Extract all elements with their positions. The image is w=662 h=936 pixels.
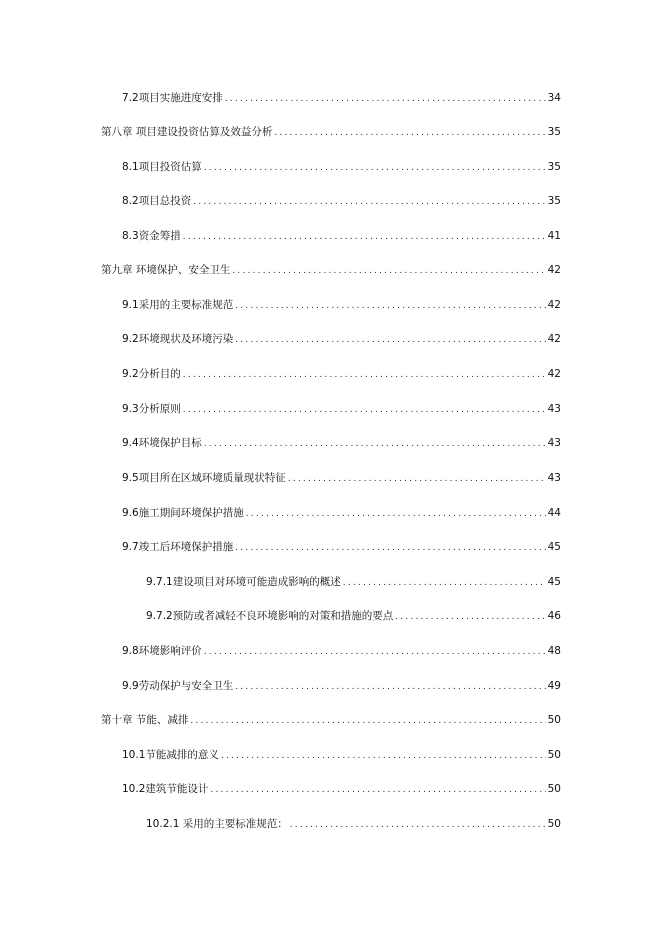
toc-entry-title: 第十章 节能、减排 [101,714,189,726]
toc-entry-title: 9.6施工期间环境保护措施 [122,507,244,519]
toc-dot-leader [210,781,545,799]
toc-entry-title: 9.2环境现状及环境污染 [122,333,234,345]
toc-entry-title: 8.2项目总投资 [122,195,192,207]
toc-entry-title: 9.8环境影响评价 [122,645,202,657]
toc-entry[interactable] [122,192,561,210]
toc-entry-page: 35 [547,161,561,173]
toc-entry[interactable] [101,711,561,729]
toc-dot-leader [246,505,546,523]
toc-entry-page: 45 [547,541,561,553]
toc-dot-leader [235,331,545,349]
toc-dot-leader [183,366,546,384]
toc-entry[interactable] [122,642,561,660]
toc-entry-page: 44 [547,507,561,519]
toc-entry[interactable] [122,296,561,314]
toc-entry[interactable] [146,607,561,625]
toc-entry-page: 35 [547,195,561,207]
toc-entry[interactable] [122,538,561,556]
toc-entry[interactable] [122,365,561,383]
toc-entry-page: 42 [547,333,561,345]
toc-entry-title: 9.5项目所在区域环境质量现状特征 [122,472,286,484]
toc-entry-title: 7.2项目实施进度安排 [122,92,223,104]
toc-entry-page: 48 [547,645,561,657]
toc-entry[interactable] [122,330,561,348]
toc-entry[interactable] [122,469,561,487]
toc-entry-page: 50 [547,714,561,726]
toc-entry[interactable] [122,677,561,695]
toc-entry-title: 10.1节能减排的意义 [122,749,219,761]
toc-dot-leader [235,539,545,557]
toc-entry-title: 8.1项目投资估算 [122,161,202,173]
toc-entry-title: 第八章 项目建设投资估算及效益分析 [101,126,273,138]
toc-entry-title: 第九章 环境保护、安全卫生 [101,264,231,276]
toc-entry[interactable] [122,89,561,107]
toc-entry-page: 43 [547,403,561,415]
toc-entry[interactable] [101,261,561,279]
toc-entry[interactable] [146,815,561,833]
toc-entry[interactable] [122,227,561,245]
toc-entry-title: 9.3分析原则 [122,403,181,415]
toc-dot-leader [204,643,546,661]
toc-entry-title: 10.2建筑节能设计 [122,783,209,795]
toc-entry[interactable] [122,746,561,764]
toc-dot-leader [235,678,545,696]
toc-entry-title: 8.3资金筹措 [122,230,181,242]
toc-entry-page: 43 [547,472,561,484]
toc-dot-leader [274,124,545,142]
toc-entry-title: 9.7竣工后环境保护措施 [122,541,234,553]
toc-entry-page: 42 [547,299,561,311]
toc-entry-title: 10.2.1 采用的主要标准规范： [146,818,288,830]
toc-dot-leader [183,228,546,246]
toc-entry-page: 50 [547,783,561,795]
toc-entry[interactable] [122,434,561,452]
toc-entry-page: 41 [547,230,561,242]
toc-dot-leader [288,470,546,488]
toc-dot-leader [193,193,545,211]
toc-entry-page: 42 [547,264,561,276]
toc-entry[interactable] [122,158,561,176]
toc-dot-leader [232,262,545,280]
toc-entry-page: 34 [547,92,561,104]
toc-dot-leader [395,608,545,626]
toc-entry-title: 9.7.1建设项目对环境可能造成影响的概述 [146,576,341,588]
toc-entry-title: 9.1采用的主要标准规范 [122,299,234,311]
toc-dot-leader [290,816,546,834]
toc-entry-title: 9.4环境保护目标 [122,437,202,449]
toc-entry-page: 42 [547,368,561,380]
toc-entry-page: 35 [547,126,561,138]
toc-entry[interactable] [146,573,561,591]
toc-entry-page: 49 [547,680,561,692]
toc-entry[interactable] [122,504,561,522]
toc-entry[interactable] [122,780,561,798]
toc-dot-leader [190,712,545,730]
toc-entry-title: 9.9劳动保护与安全卫生 [122,680,234,692]
toc-entry-title: 9.7.2预防或者减轻不良环境影响的对策和措施的要点 [146,610,394,622]
toc-entry-page: 43 [547,437,561,449]
toc-dot-leader [204,159,546,177]
toc-dot-leader [225,90,546,108]
toc-dot-leader [343,574,546,592]
toc-dot-leader [221,747,546,765]
toc-entry-page: 50 [547,818,561,830]
toc-entry-page: 50 [547,749,561,761]
toc-dot-leader [235,297,545,315]
toc-dot-leader [204,435,546,453]
toc-entry[interactable] [122,400,561,418]
toc-entry-page: 46 [547,610,561,622]
toc-dot-leader [183,401,546,419]
toc-entry-page: 45 [547,576,561,588]
toc-entry-title: 9.2分析目的 [122,368,181,380]
toc-entry[interactable] [101,123,561,141]
